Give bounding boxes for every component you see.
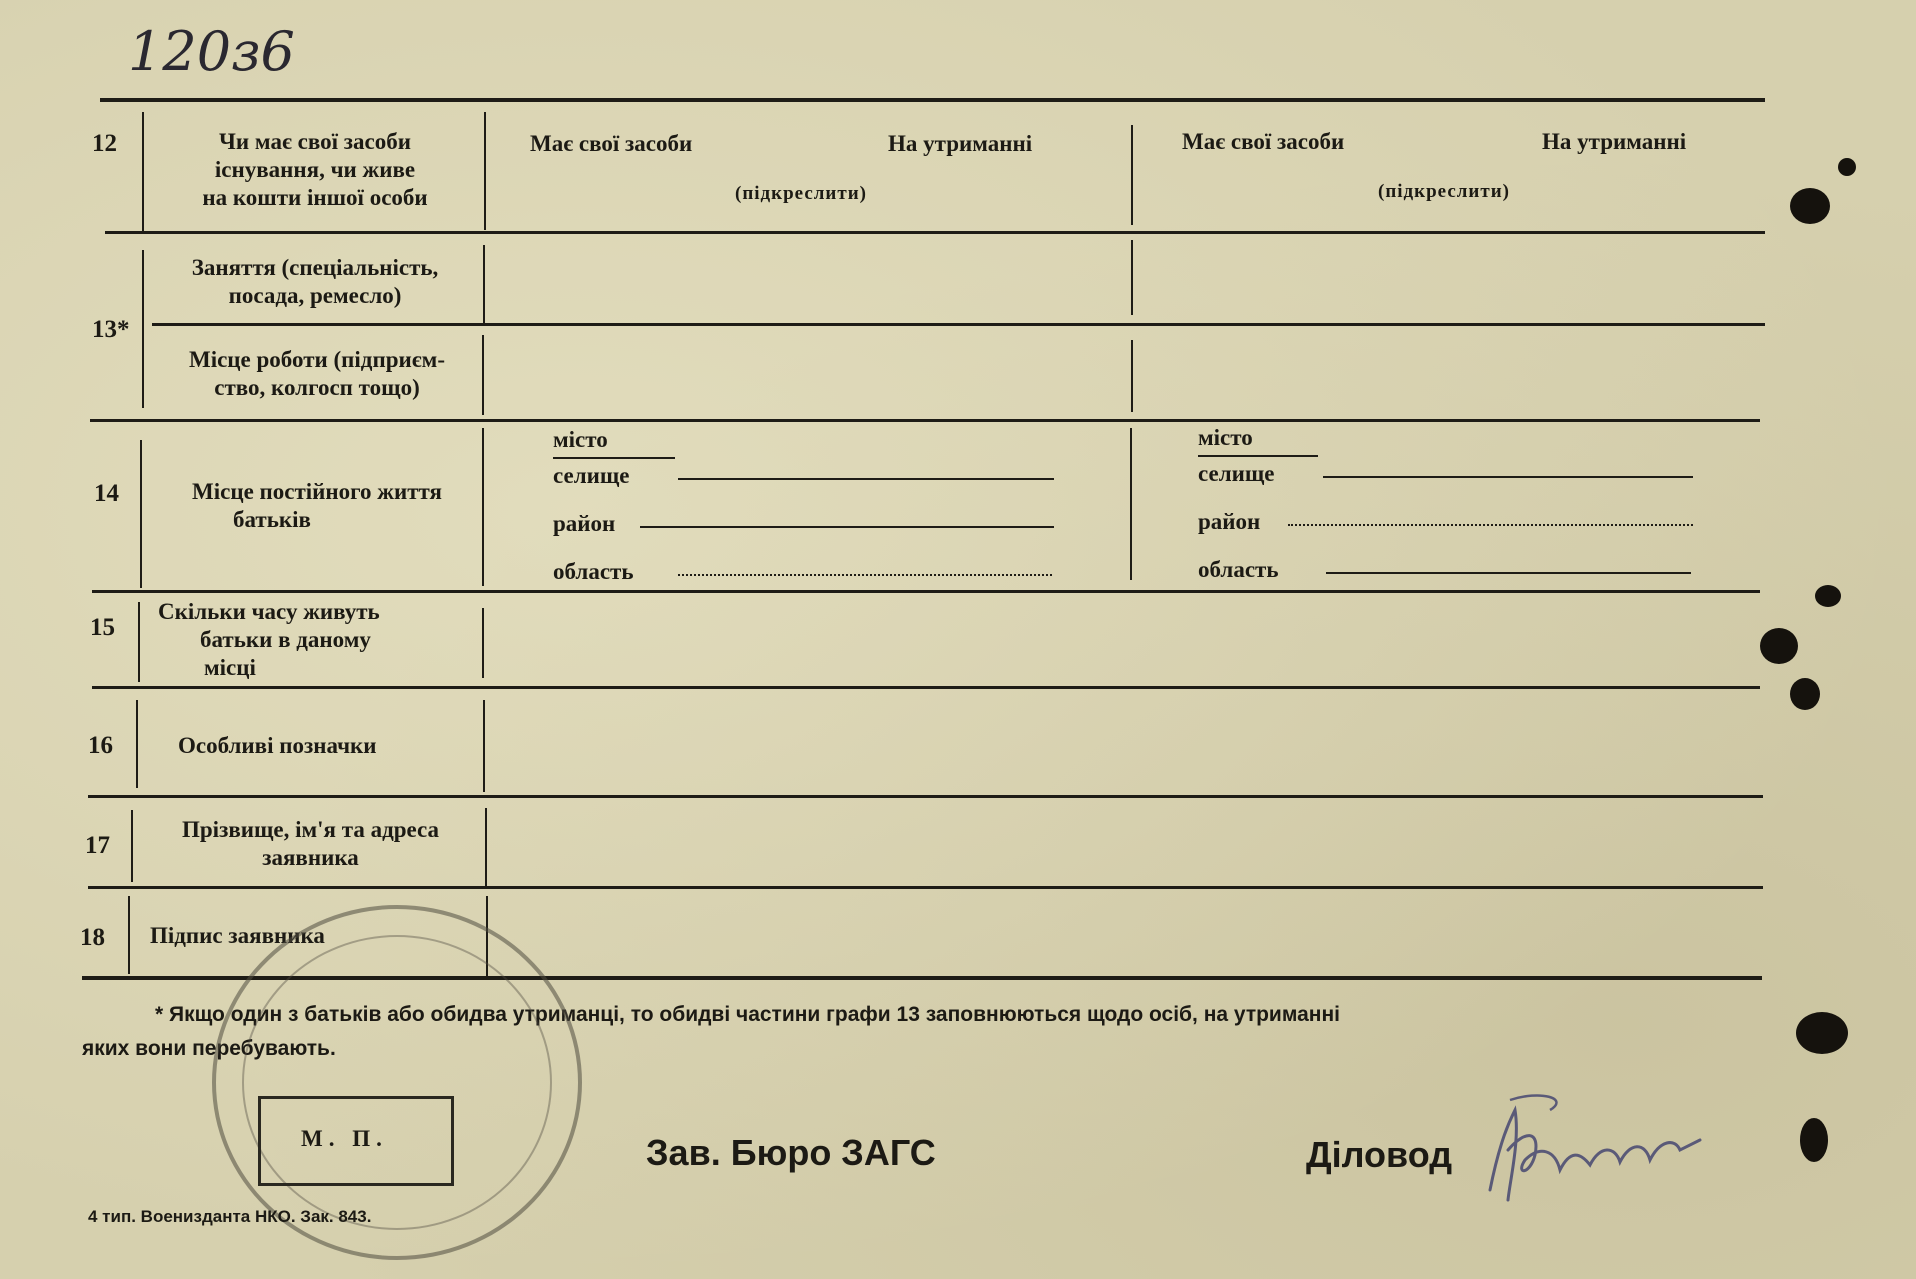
row-18-label: Підпис заявника [150, 923, 325, 948]
vline-num-12 [142, 112, 144, 232]
vline-num-15 [138, 602, 140, 682]
row-14-label-line-1: Місце постійного життя [192, 479, 442, 504]
row-14-label [152, 478, 482, 534]
row-12-label-line-3: на кошти іншої особи [202, 185, 428, 210]
punch-hole-2 [1838, 158, 1856, 176]
row-12-label [155, 128, 475, 212]
father-own-means: Має свої засоби [530, 131, 693, 156]
head-of-registry-label: Зав. Бюро ЗАГС [646, 1132, 936, 1173]
row-13-workplace-label [152, 346, 482, 402]
mother-region-label: область [1198, 557, 1279, 582]
vline-num-18 [128, 896, 130, 974]
rule-13-mid [152, 323, 1765, 326]
vline-label-13a [483, 245, 485, 323]
row-13-number: 13* [92, 316, 130, 343]
row-13-occupation-label [150, 254, 480, 310]
row-12-label-line-2: існування, чи живе [214, 157, 416, 182]
rule-top [100, 98, 1765, 102]
vline-label-16 [483, 700, 485, 792]
vline-label-17 [485, 808, 487, 886]
mother-district-label: район [1198, 509, 1261, 534]
row-14-label-line-2: батьків [233, 507, 311, 532]
father-village-line [678, 478, 1054, 480]
punch-hole-7 [1800, 1118, 1828, 1162]
footnote-line-2: яких вони перебувають. [82, 1037, 336, 1060]
row-17-label-line-1: Прізвище, ім'я та адреса [182, 817, 439, 842]
vline-parents-12 [1131, 125, 1133, 225]
row-15-label-line-2: батьки в даному [200, 627, 371, 652]
handwritten-number: 120з6 [128, 20, 295, 83]
father-city-label: місто [553, 427, 608, 452]
father-village-label: селище [553, 463, 630, 488]
row-16-label: Особливі позначки [178, 733, 377, 758]
mother-dependent: На утриманні [1542, 129, 1687, 154]
vline-num-16 [136, 700, 138, 788]
mother-village-line [1323, 476, 1693, 478]
row-12-label-line-1: Чи має свої засоби [219, 129, 411, 154]
mother-region-line [1326, 572, 1691, 574]
vline-label-15 [482, 608, 484, 678]
rule-15-bottom [92, 686, 1760, 689]
mother-village-label: селище [1198, 461, 1275, 486]
rule-13-bottom [90, 419, 1760, 422]
rule-17-bottom [88, 886, 1763, 889]
rule-16-bottom [88, 795, 1763, 798]
mother-underline-hint: (підкреслити) [1378, 181, 1510, 202]
punch-hole-6 [1796, 1012, 1848, 1054]
father-city-line [553, 457, 675, 459]
punch-hole-4 [1760, 628, 1798, 664]
row-13-workplace-line-1: Місце роботи (підприєм- [189, 347, 445, 372]
father-region-line [678, 574, 1052, 576]
row-18-number: 18 [80, 924, 105, 951]
mother-own-means: Має свої засоби [1182, 129, 1345, 154]
punch-hole-1 [1790, 188, 1830, 224]
row-12-number: 12 [92, 130, 117, 157]
row-17-label [138, 816, 483, 872]
vline-parents-14 [1130, 428, 1132, 580]
vline-parents-13b [1131, 340, 1133, 412]
clerk-label: Діловод [1306, 1134, 1453, 1175]
row-15-label-line-3: місці [204, 655, 256, 680]
vline-parents-13a [1131, 240, 1133, 315]
stamp-box [258, 1096, 454, 1186]
row-13-occupation-line-1: Заняття (спеціальність, [191, 255, 439, 280]
punch-hole-3 [1815, 585, 1841, 607]
punch-hole-5 [1790, 678, 1820, 710]
row-13-workplace-line-2: ство, колгосп тощо) [214, 375, 420, 400]
vline-label-13b [482, 335, 484, 415]
rule-14-bottom [92, 590, 1760, 593]
vline-label-12 [484, 112, 486, 230]
footnote-line-1: * Якщо один з батьків або обидва утриманці, то обидві частини графи 13 заповнюються щодо осіб, на утриманні [155, 1003, 1340, 1026]
row-13-occupation-line-2: посада, ремесло) [228, 283, 402, 308]
row-15-label-line-1: Скільки часу живуть [158, 599, 380, 624]
mother-city-label: місто [1198, 425, 1253, 450]
rule-12-bottom [105, 231, 1765, 234]
row-16-number: 16 [88, 732, 113, 759]
printer-note: 4 тип. Военизданта НКО. Зак. 843. [88, 1207, 372, 1226]
father-dependent: На утриманні [888, 131, 1033, 156]
row-14-number: 14 [94, 480, 119, 507]
father-district-label: район [553, 511, 616, 536]
clerk-signature [1480, 1080, 1720, 1220]
row-15-label [158, 598, 478, 682]
vline-num-13 [142, 250, 144, 408]
vline-num-17 [131, 810, 133, 882]
row-17-number: 17 [85, 832, 110, 859]
father-underline-hint: (підкреслити) [735, 183, 867, 204]
mother-city-line [1198, 455, 1318, 457]
vline-label-14 [482, 428, 484, 586]
vline-num-14 [140, 440, 142, 588]
father-region-label: область [553, 559, 634, 584]
stamp-box-label: М. П. [301, 1126, 388, 1151]
row-17-label-line-2: заявника [262, 845, 359, 870]
father-district-line [640, 526, 1054, 528]
row-15-number: 15 [90, 614, 115, 641]
mother-district-line [1288, 524, 1693, 526]
